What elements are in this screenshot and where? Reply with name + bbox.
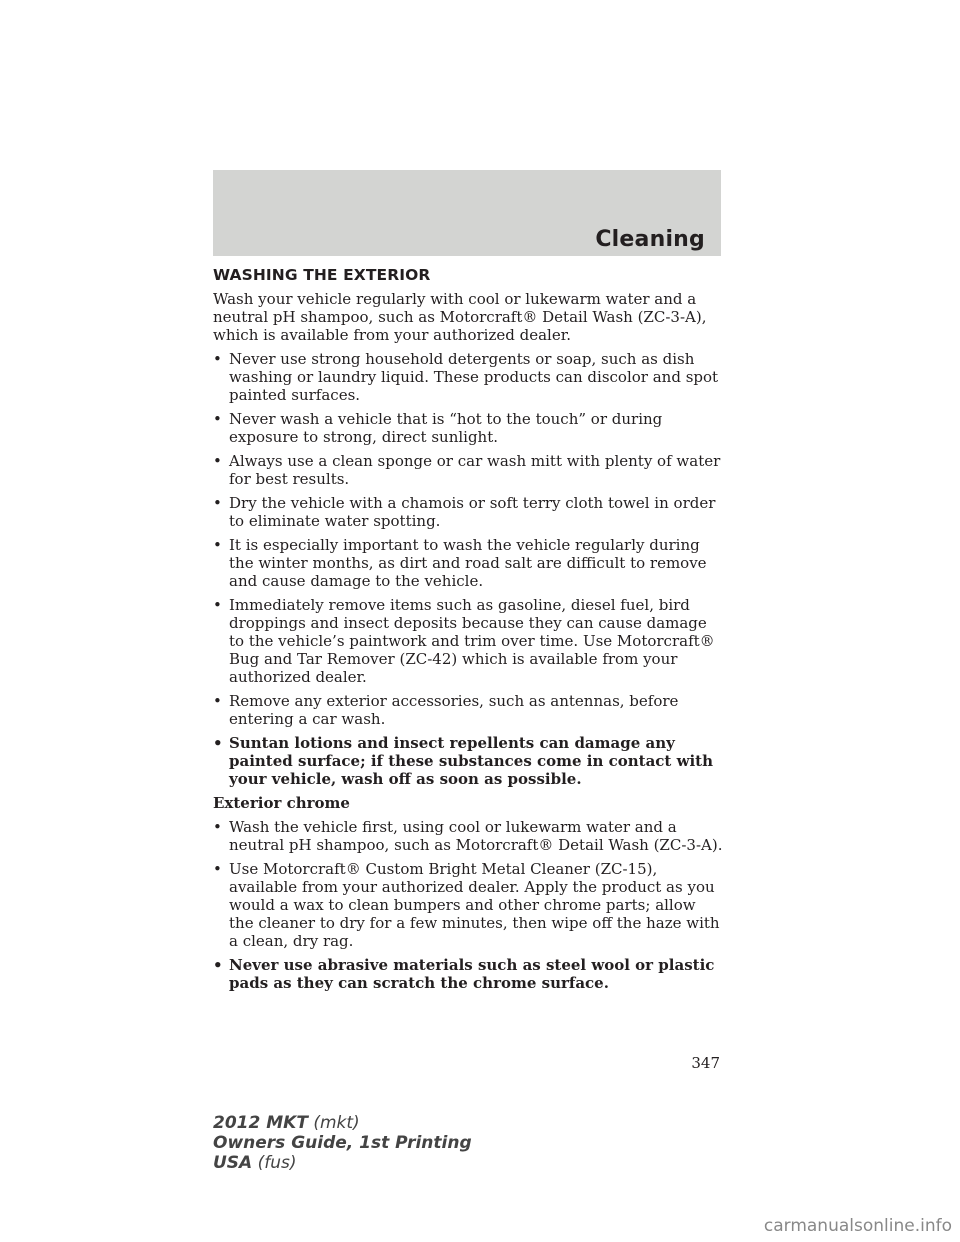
- intro-paragraph: Wash your vehicle regularly with cool or lukewarm water and a neutral pH shampoo, such as Motorcraft® Detail Wash (ZC-3-A), which is available from your authorized dealer.: [213, 290, 707, 344]
- section-heading: WASHING THE EXTERIOR: [213, 266, 431, 284]
- list-item: • Never wash a vehicle that is “hot to the touch” or during exposure to strong, direct sunlight.: [213, 410, 723, 446]
- watermark: carmanualsonline.info: [763, 1216, 952, 1236]
- footer-market-code: (fus): [257, 1153, 297, 1173]
- list-item: • Never use strong household detergents or soap, such as dish washing or laundry liquid. These products can discolor and spot painted surfaces.: [213, 350, 723, 404]
- chrome-bullet-list: [213, 818, 723, 992]
- footer-model: 2012 MKT: [213, 1113, 308, 1133]
- print-footer: [213, 1113, 472, 1173]
- washing-bullet-list: [213, 350, 723, 788]
- footer-line-market: [213, 1153, 472, 1173]
- footer-line-model: [213, 1113, 472, 1133]
- list-item: • Use Motorcraft® Custom Bright Metal Cleaner (ZC-15), available from your authorized dealer. Apply the product as you would a wax to clean bumpers and other chrome parts; allow the cleaner to dry for a few minutes, then wipe off the haze with a clean, dry rag.: [213, 860, 723, 950]
- footer-market: USA: [213, 1153, 253, 1173]
- page-content: [213, 266, 723, 998]
- list-item: • It is especially important to wash the vehicle regularly during the winter months, as dirt and road salt are difficult to remove and cause damage to the vehicle.: [213, 536, 723, 590]
- list-item: • Always use a clean sponge or car wash mitt with plenty of water for best results.: [213, 452, 723, 488]
- footer-model-code: (mkt): [313, 1113, 360, 1133]
- list-item: • Remove any exterior accessories, such as antennas, before entering a car wash.: [213, 692, 723, 728]
- section-header-band: [213, 170, 721, 256]
- warning-list-item: • Suntan lotions and insect repellents can damage any painted surface; if these substances come in contact with your vehicle, wash off as soon as possible.: [213, 734, 723, 788]
- list-item: • Dry the vehicle with a chamois or soft terry cloth towel in order to eliminate water spotting.: [213, 494, 723, 530]
- chrome-subheading: Exterior chrome: [213, 794, 350, 812]
- list-item: • Wash the vehicle first, using cool or lukewarm water and a neutral pH shampoo, such as Motorcraft® Detail Wash (ZC-3-A).: [213, 818, 723, 854]
- warning-list-item: • Never use abrasive materials such as steel wool or plastic pads as they can scratch the chrome surface.: [213, 956, 723, 992]
- list-item: • Immediately remove items such as gasoline, diesel fuel, bird droppings and insect deposits because they can cause damage to the vehicle’s paintwork and trim over time. Use Motorcraft® Bug and Tar Remover (ZC-42) which is available from your authorized dealer.: [213, 596, 723, 686]
- page-number: 347: [691, 1054, 720, 1072]
- section-title: Cleaning: [595, 227, 705, 252]
- footer-printing: Owners Guide, 1st Printing: [213, 1133, 472, 1153]
